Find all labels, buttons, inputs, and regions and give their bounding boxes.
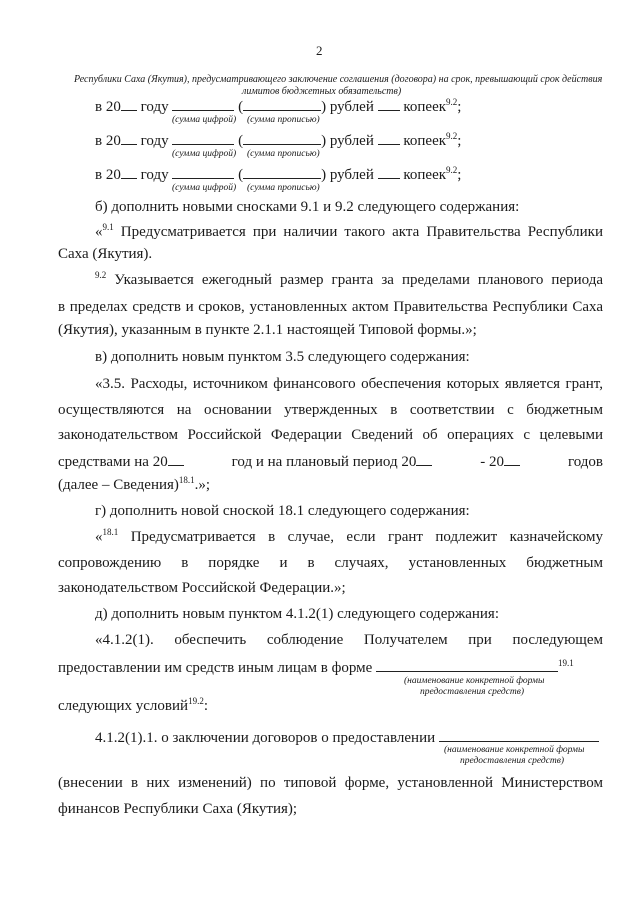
clause-4-1-2-1-line-2: предоставлении им средств иным лицам в форме $^{19.1}$ xyxy=(58,658,574,676)
paragraph-b: б) дополнить новыми сносками 9.1 и 9.2 следующего содержания: xyxy=(95,199,520,215)
footnote-18-1-line-2: сопровождению в порядке и в случаях, установленных бюджетным xyxy=(58,555,603,571)
caption-form-provision: предоставления средств) xyxy=(420,687,525,697)
clause-3-5-line-2: осуществляются на основании утвержденных в соответствии с бюджетным xyxy=(58,402,603,418)
footnote-9-2-line-1: $^{9.2}$ Указывается ежегодный размер гранта за пределами планового периода xyxy=(95,270,603,288)
caption-sum-digits: (сумма цифрой) xyxy=(172,183,237,193)
clause-4-1-2-1-1-line-2: (внесении в них изменений) по типовой форме, установленной Министерством xyxy=(58,775,603,791)
clause-3-5-line-3: законодательством Российской Федерации Сведений об операциях с целевыми xyxy=(58,427,603,443)
caption-sum-words: (сумма прописью) xyxy=(247,149,320,159)
footnote-9-1-line-1: «$^{9.1}$ Предусматривается при наличии такого акта Правительства Республики xyxy=(95,222,603,240)
caption-form-name: (наименование конкретной формы xyxy=(444,745,585,755)
footnote-9-1-line-2: Саха (Якутия). xyxy=(58,246,153,262)
year-row: в 20 году ( ) рублей копеек$^{9.2}$; xyxy=(95,97,462,115)
paragraph-v: в) дополнить новым пунктом 3.5 следующего содержания: xyxy=(95,349,470,365)
caption-sum-digits: (сумма цифрой) xyxy=(172,149,237,159)
footnote-18-1-line-3: законодательством Российской Федерации.»; xyxy=(58,580,346,596)
clause-3-5-line-5: (далее – Сведения)$^{18.1}$.»; xyxy=(58,475,211,493)
paragraph-g: г) дополнить новой сноской 18.1 следующего содержания: xyxy=(95,503,470,519)
clause-4-1-2-1-line-3: следующих условий$^{19.2}$: xyxy=(58,696,208,714)
page-number: 2 xyxy=(316,43,323,58)
footnote-9-2-line-2: в пределах средств и сроков, установленных актом Правительства Республики Саха xyxy=(58,299,603,315)
paragraph-d: д) дополнить новым пунктом 4.1.2(1) следующего содержания: xyxy=(95,606,499,622)
caption-sum-words: (сумма прописью) xyxy=(247,115,320,125)
clause-4-1-2-1-1-line-3: финансов Республики Саха (Якутия); xyxy=(58,801,298,817)
clause-3-5-line-4: средствами на 20 год и на плановый период 20 - 20 годов xyxy=(58,451,603,471)
clause-4-1-2-1-1-line-1: 4.1.2(1).1. о заключении договоров о предоставлении xyxy=(95,727,599,747)
caption-sum-digits: (сумма цифрой) xyxy=(172,115,237,125)
year-row: в 20 году ( ) рублей копеек$^{9.2}$; xyxy=(95,165,462,183)
caption-form-provision: предоставления средств) xyxy=(460,756,565,766)
footnote-18-1-line-1: «$^{18.1}$ Предусматривается в случае, если грант подлежит казначейскому xyxy=(95,527,603,545)
caption-form-name: (наименование конкретной формы xyxy=(404,676,545,686)
clause-3-5-line-1: «3.5. Расходы, источником финансового обеспечения которых является грант, xyxy=(95,376,603,392)
header-line-1: Республики Саха (Якутия), предусматривающего заключение соглашения (договора) на срок, превышающий срок действия xyxy=(74,74,603,85)
year-row: в 20 году ( ) рублей копеек$^{9.2}$; xyxy=(95,131,462,149)
footnote-9-2-line-3: (Якутия), указанным в пункте 2.1.1 настоящей Типовой формы.»; xyxy=(58,322,477,338)
header-line-2: лимитов бюджетных обязательств) xyxy=(242,86,402,97)
clause-4-1-2-1-line-1: «4.1.2(1). обеспечить соблюдение Получателем при последующем xyxy=(95,632,603,648)
caption-sum-words: (сумма прописью) xyxy=(247,183,320,193)
